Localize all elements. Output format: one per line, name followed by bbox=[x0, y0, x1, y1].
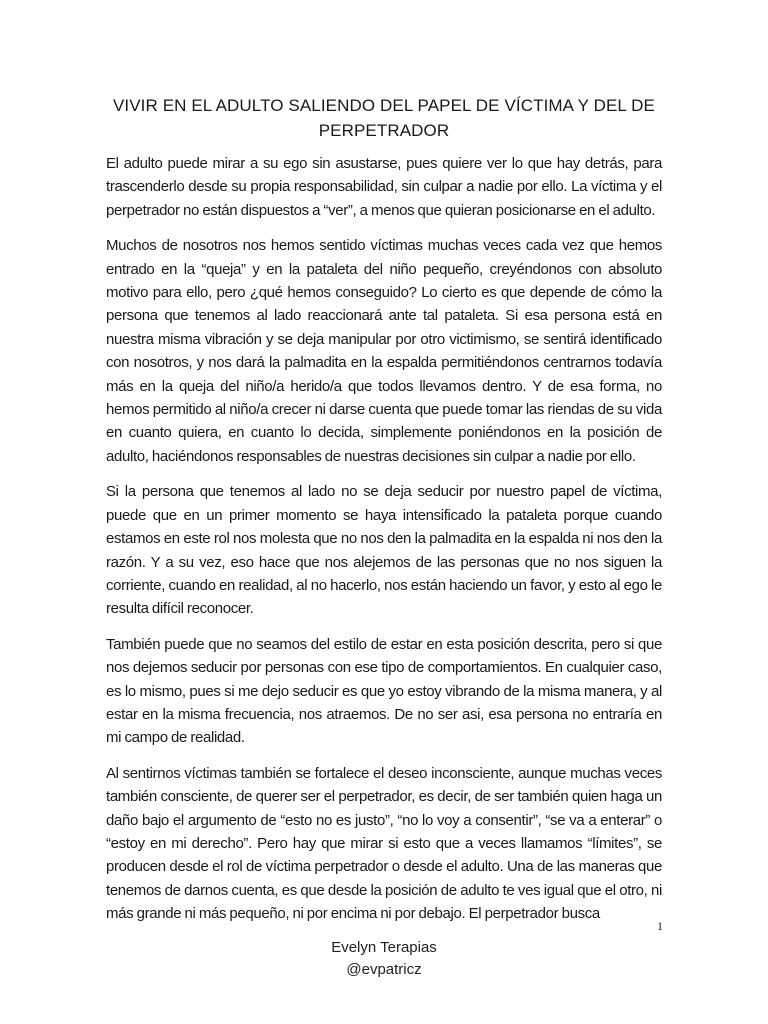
paragraph: El adulto puede mirar a su ego sin asustarse, pues quiere ver lo que hay detrás, para trascenderlo desde su propia responsabilidad, sin culpar a nadie por ello. La víctima y el perpetrador no están dispuestos a “ver”, a menos que quieran posicionarse en el adulto. bbox=[106, 155, 662, 219]
document-title: VIVIR EN EL ADULTO SALIENDO DEL PAPEL DE VÍCTIMA Y DEL DE PERPETRADOR bbox=[112, 96, 655, 140]
footer-handle: @evpatricz bbox=[346, 961, 422, 978]
document-body bbox=[106, 152, 662, 938]
paragraph: Al sentirnos víctimas también se fortalece el deseo inconsciente, aunque muchas veces también consciente, de querer ser el perpetrador, es decir, de ser también quien haga un daño bajo el argumento de “esto no es justo”, “no lo voy a consentir”, “se va a enterar” o “estoy en mi derecho”. Pero hay que mirar si esto que a veces llamamos “límites”, se producen desde el rol de víctima perpetrador o desde el adulto. Una de las maneras que tenemos de darnos cuenta, es que desde la posición de adulto te ves igual que el otro, ni más grande ni más pequeño, ni por encima ni por debajo. El perpetrador busca bbox=[106, 764, 662, 923]
page-number: 1 bbox=[657, 919, 663, 933]
footer-author: Evelyn Terapias bbox=[331, 939, 437, 956]
page-footer bbox=[0, 937, 768, 981]
paragraph: Muchos de nosotros nos hemos sentido víctimas muchas veces cada vez que hemos entrado en la “queja” y en la pataleta del niño pequeño, creyéndonos con absoluto motivo para ello, pero ¿qué hemos conseguido? Lo cierto es que depende de cómo la persona que tenemos al lado reaccionará ante tal pataleta. Si esa persona está en nuestra misma vibración y se deja manipular por otro victimismo, se sentirá identificado con nosotros, y nos dará la palmadita en la espalda permitiéndonos centrarnos todavía más en la queja del niño/a herido/a que todos llevamos dentro. Y de esa forma, no hemos permitido al niño/a crecer ni darse cuenta que puede tomar las riendas de su vida en cuanto quiera, en cuanto lo decida, simplemente poniéndonos en la posición de adulto, haciéndonos responsables de nuestras decisiones sin culpar a nadie por ello. bbox=[106, 237, 662, 465]
paragraph: También puede que no seamos del estilo de estar en esta posición descrita, pero si que nos dejemos seducir por personas con ese tipo de comportamientos. En cualquier caso, es lo mismo, pues si me dejo seducir es que yo estoy vibrando de la misma manera, y al estar en la misma frecuencia, nos atraemos. De no ser asi, esa persona no entraría en mi campo de realidad. bbox=[106, 635, 662, 747]
paragraph: Si la persona que tenemos al lado no se deja seducir por nuestro papel de víctima, puede que en un primer momento se haya intensificado la pataleta porque cuando estamos en este rol nos molesta que no nos den la palmadita en la espalda ni nos den la razón. Y a su vez, eso hace que nos alejemos de las personas que no nos siguen la corriente, cuando en realidad, al no hacerlo, nos están haciendo un favor, y esto al ego le resulta difícil reconocer. bbox=[106, 483, 662, 618]
